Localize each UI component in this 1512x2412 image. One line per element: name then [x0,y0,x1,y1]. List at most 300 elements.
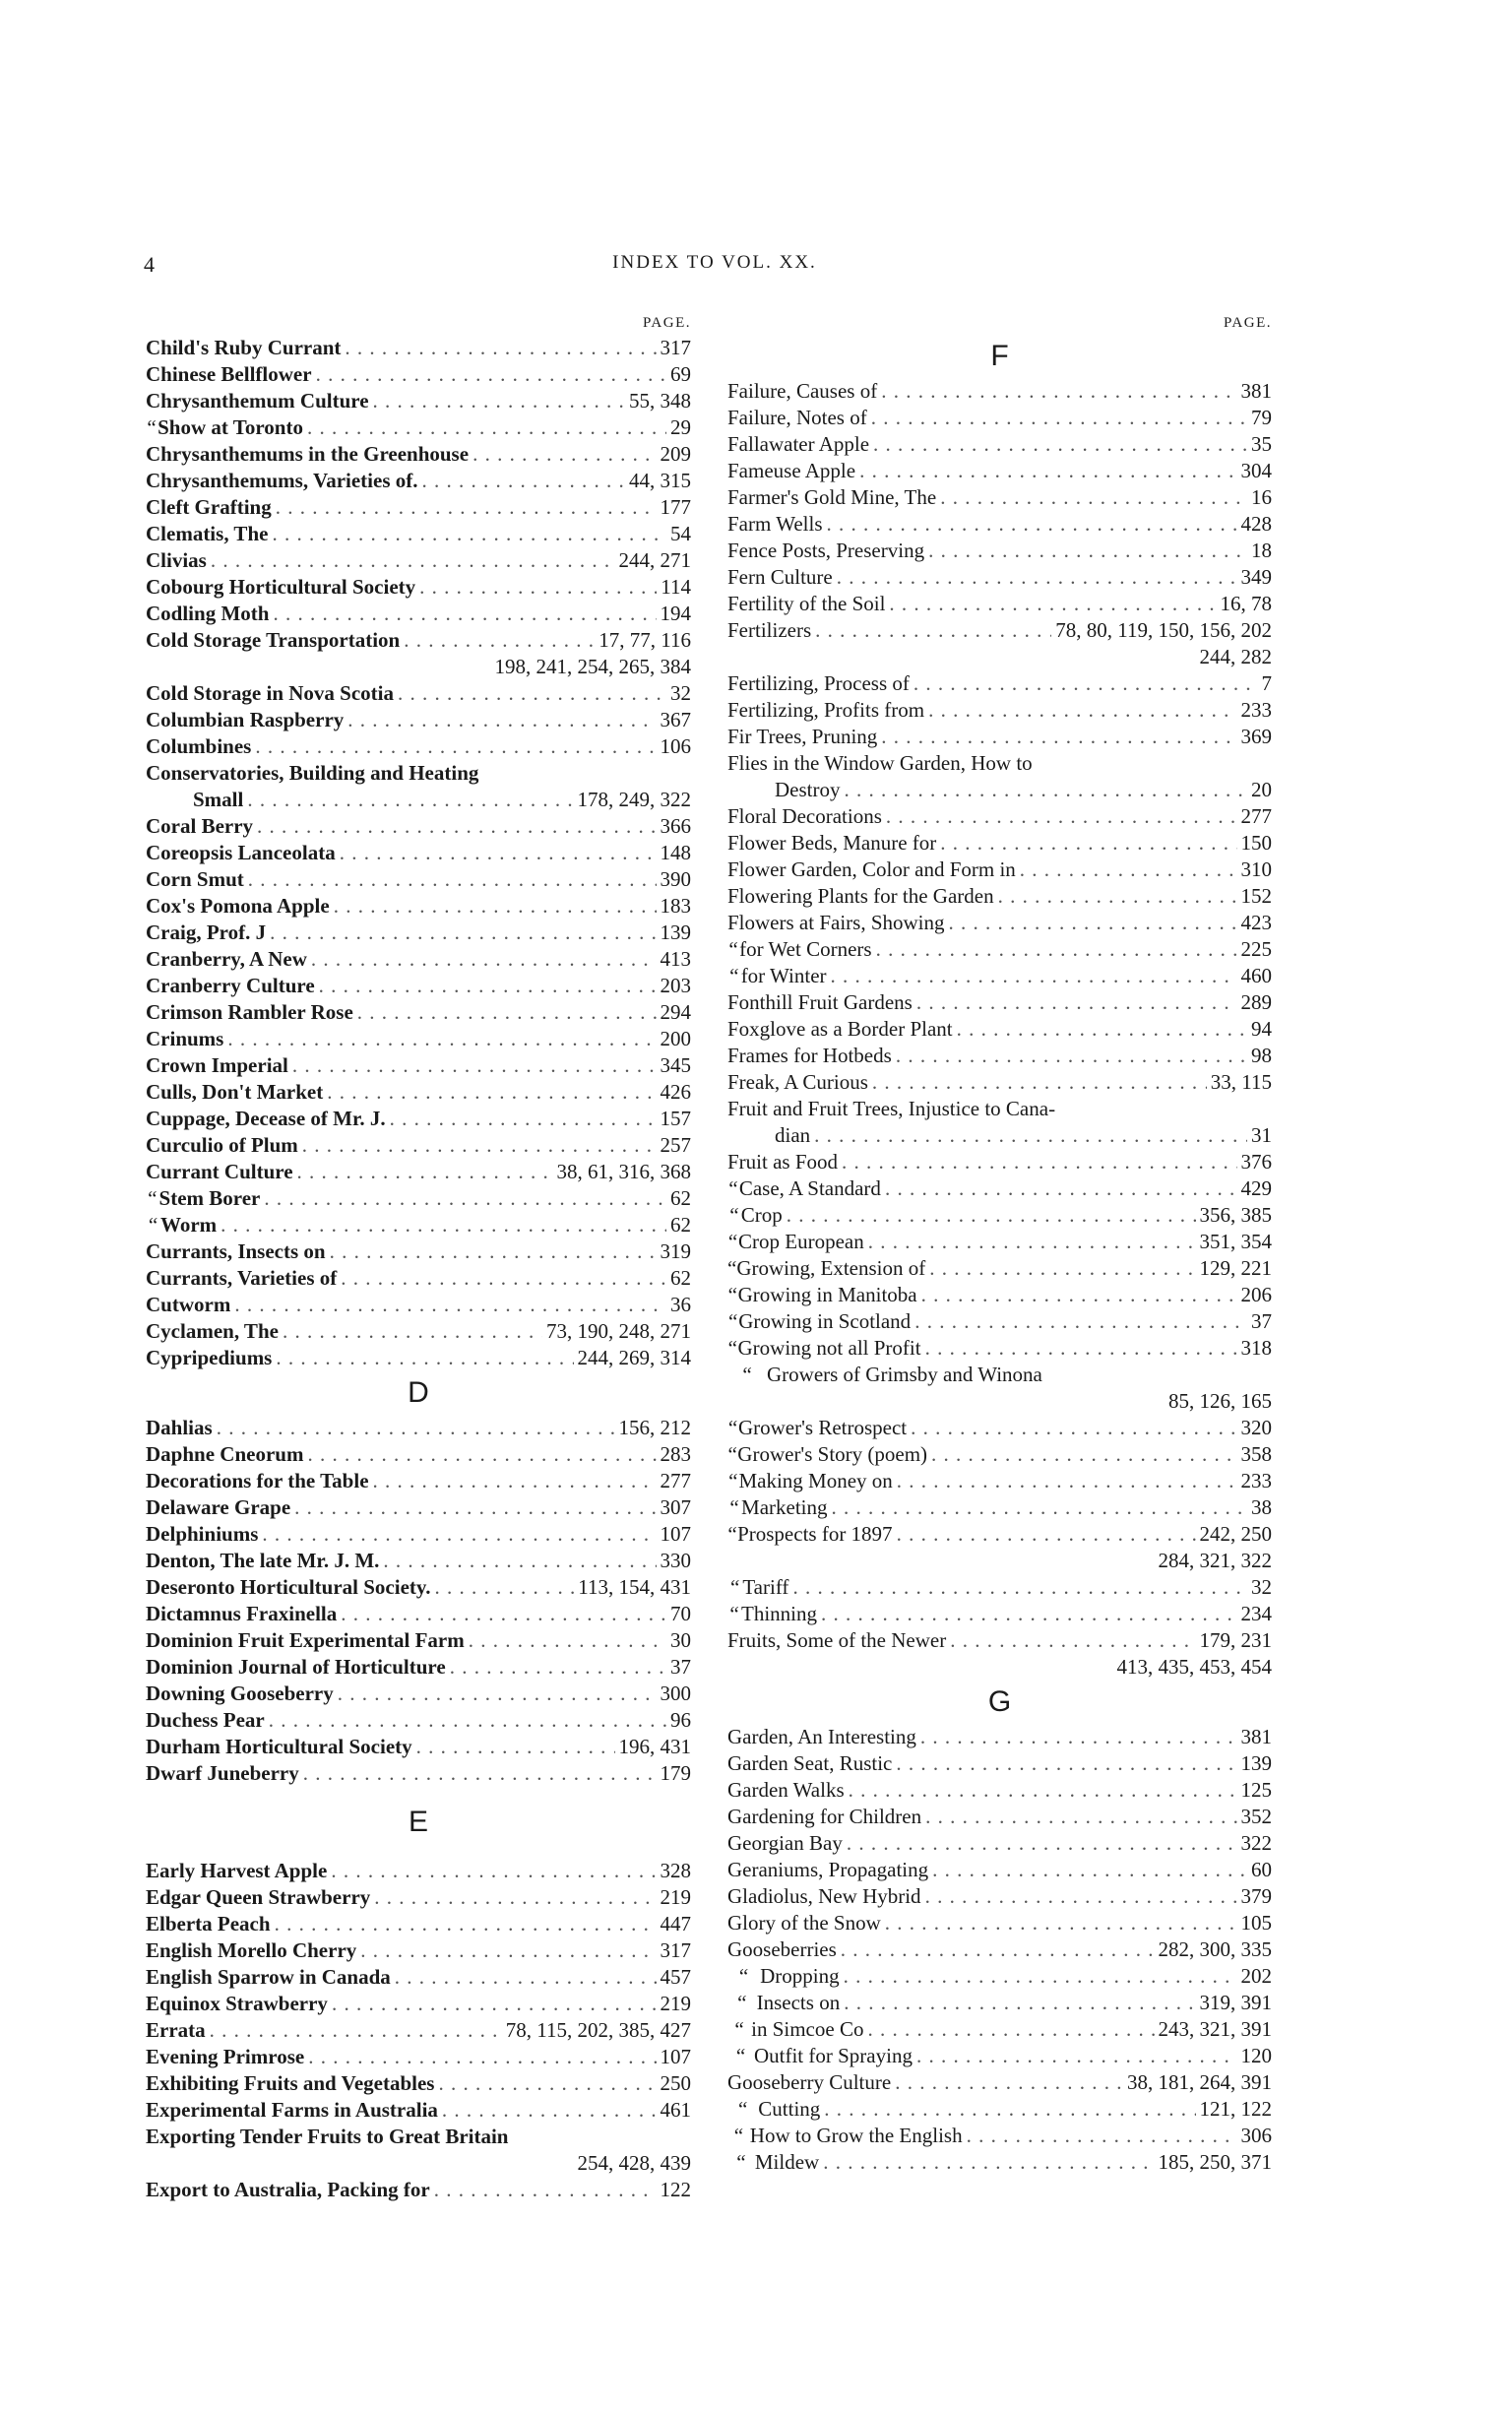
index-entry [727,2149,1272,2176]
entry-pages: 35 [1251,432,1272,456]
leader-dots [327,1079,656,1106]
index-entry [727,538,1272,564]
entry-pages: 183 [660,894,691,918]
entry-pages: 37 [670,1655,691,1679]
entry-title: Delphiniums [146,1522,259,1546]
entry-title: Making Money on [738,1469,893,1492]
leader-dots [472,441,656,468]
index-entry [146,388,691,414]
leader-dots [842,1149,1236,1175]
entry-pages: 179, 231 [1199,1628,1272,1652]
entry-title: Chrysanthemums, Varieties of. [146,469,418,492]
index-entry [146,787,691,813]
index-entry [146,1106,691,1132]
entry-title: Insects on [756,1991,841,2014]
page-column-label: PAGE. [1223,315,1272,331]
entry-title: Growing, Extension of [736,1256,926,1280]
entry-title: Duchess Pear [146,1708,265,1732]
index-entry [146,999,691,1026]
page-header [144,252,1286,282]
entry-title: Crinums [146,1027,224,1050]
entry-pages: 203 [660,974,691,997]
entry-title: Currants, Varieties of [146,1266,338,1290]
entry-title: Durham Horticultural Society [146,1735,412,1758]
section-letter-g: G [987,1685,1012,1718]
leader-dots [881,378,1236,405]
leader-dots [844,1990,1195,2016]
entry-pages: 79 [1251,406,1272,429]
leader-dots [374,1884,656,1911]
index-entry [727,617,1272,644]
leader-dots [837,564,1237,591]
index-entry [146,1681,691,1707]
entry-title: Fertilizers [727,618,812,642]
ditto-mark: “ [727,1309,738,1333]
entry-pages: 322 [1240,1831,1272,1855]
entry-pages: 125 [1240,1778,1272,1802]
entry-title: Errata [146,2018,206,2042]
entry-pages: 96 [670,1708,691,1732]
leader-dots [914,670,1258,697]
entry-pages: 209 [660,442,691,466]
entry-pages: 244, 271 [618,548,691,572]
entry-title: Cuppage, Decease of Mr. J. [146,1107,386,1130]
entry-title: Coreopsis Lanceolata [146,841,336,864]
index-entry [727,1804,1272,1830]
leader-dots [950,1627,1195,1654]
ditto-mark: “ [729,1575,740,1599]
entry-title: Dwarf Juneberry [146,1761,299,1785]
entry-title: Tariff [742,1575,789,1599]
entry-pages: 244, 269, 314 [577,1346,691,1369]
entry-title: Child's Ruby Currant [146,336,342,359]
entry-title: Stem Borer [158,1186,261,1210]
entry-title: Gooseberry Culture [727,2070,892,2094]
entry-pages: 7 [1261,671,1272,695]
leader-dots [247,787,573,813]
index-entry [146,1415,691,1441]
entry-title: Cyclamen, The [146,1319,279,1343]
section-c-list [146,335,691,1371]
leader-dots [998,883,1237,910]
leader-dots [916,2043,1237,2069]
leader-dots [821,1601,1236,1627]
entry-title: Evening Primrose [146,2045,305,2068]
index-entry [727,910,1272,936]
section-g-list [727,1724,1272,2176]
leader-dots [302,1132,657,1159]
index-entry [146,1601,691,1627]
entry-pages: 31 [1251,1123,1272,1147]
entry-title: Destroy [775,778,841,801]
index-entry [727,724,1272,750]
index-entry [727,1069,1272,1096]
ditto-mark: “ [729,1495,739,1519]
leader-dots [787,1202,1196,1229]
leader-dots [814,1122,1247,1149]
leader-dots [928,538,1247,564]
index-entry [146,601,691,627]
index-entry [727,405,1272,431]
entry-pages: 113, 154, 431 [578,1575,691,1599]
ditto-mark: “ [147,415,157,439]
index-entry [727,564,1272,591]
leader-dots [273,601,656,627]
entry-pages: 219 [660,1885,691,1909]
leader-dots [383,1548,656,1574]
index-entry [146,1494,691,1521]
entry-title: Columbian Raspberry [146,708,345,731]
entry-title: Culls, Don't Market [146,1080,324,1104]
leader-dots [331,1858,656,1884]
index-entry [727,1362,1272,1388]
entry-pages: 461 [660,2098,691,2122]
entry-pages: 457 [660,1965,691,1989]
entry-title: Deseronto Horticultural Society. [146,1575,431,1599]
entry-pages: 282, 300, 335 [1158,1937,1272,1961]
index-entry [727,697,1272,724]
entry-pages: 330 [660,1549,691,1572]
entry-pages: 233 [1240,1469,1272,1492]
entry-title: Fence Posts, Preserving [727,539,925,562]
leader-dots [895,2069,1123,2096]
section-letter-d: D [408,1376,429,1409]
leader-dots [292,1052,657,1079]
index-entry [727,1601,1272,1627]
entry-title: Thinning [741,1602,818,1625]
ditto-mark: “ [729,1602,739,1625]
entry-pages: 38 [1251,1495,1272,1519]
entry-pages: 460 [1240,964,1272,987]
index-entry [146,760,691,787]
leader-dots [868,1229,1196,1255]
leader-dots [792,1574,1247,1601]
entry-pages: 36 [670,1293,691,1316]
leader-dots [450,1654,666,1681]
index-entry [727,1990,1272,2016]
leader-dots [255,733,656,760]
entry-title: Dahlias [146,1416,213,1439]
leader-dots [885,1175,1237,1202]
index-entry [146,1858,691,1884]
entry-title: Cox's Pomona Apple [146,894,330,918]
entry-pages: 317 [660,336,691,359]
entry-title: Denton, The late Mr. J. M. [146,1549,380,1572]
leader-dots [404,627,595,654]
entry-title: Show at Toronto [158,415,303,439]
leader-dots [897,1521,1196,1548]
entry-pages: 32 [1251,1575,1272,1599]
entry-pages: 62 [670,1213,691,1237]
entry-pages: 328 [660,1859,691,1882]
entry-pages: 306 [1240,2124,1272,2147]
entry-pages: 122 [660,2178,691,2201]
index-entry [727,2069,1272,2096]
entry-pages: 114 [661,575,691,599]
leader-dots [849,1777,1237,1804]
entry-pages: 152 [1240,884,1272,908]
leader-dots [873,431,1247,458]
entry-title: for Wet Corners [739,937,872,961]
index-entry [146,1468,691,1494]
left-column [146,311,691,2203]
index-entry [727,830,1272,857]
entry-pages: 423 [1240,911,1272,934]
leader-dots [889,591,1216,617]
entry-title: Farmer's Gold Mine, The [727,485,937,509]
leader-dots [871,405,1247,431]
index-entry [146,1212,691,1238]
entry-pages: 38, 181, 264, 391 [1127,2070,1272,2094]
index-entry [727,1627,1272,1654]
leader-dots [897,1468,1237,1494]
entry-title: English Sparrow in Canada [146,1965,391,1989]
entry-pages: 30 [670,1628,691,1652]
ditto-mark: “ [728,1176,738,1200]
entry-pages: 366 [660,814,691,838]
leader-dots [316,361,666,388]
entry-title: Clematis, The [146,522,269,545]
leader-dots [916,989,1237,1016]
leader-dots [416,1734,615,1760]
leader-dots [340,840,657,866]
entry-pages: 148 [660,841,691,864]
leader-dots [929,1255,1195,1282]
leader-dots [831,963,1237,989]
index-entry [727,1043,1272,1069]
leader-dots [276,1345,573,1371]
leader-dots [931,1441,1236,1468]
entry-pages: 352 [1240,1805,1272,1828]
index-entry [146,1627,691,1654]
index-entry [727,1936,1272,1963]
entry-title: Gardening for Children [727,1805,922,1828]
leader-dots [390,1106,657,1132]
leader-dots [330,1238,657,1265]
entry-title: Crimson Rambler Rose [146,1000,353,1024]
leader-dots [845,777,1248,803]
entry-pages: 94 [1251,1017,1272,1041]
ditto-mark: “ [737,2097,748,2121]
entry-pages: 32 [670,681,691,705]
index-entry [727,1282,1272,1308]
index-entry [146,1318,691,1345]
index-entry [727,1548,1272,1574]
entry-pages: 376 [1240,1150,1272,1174]
section-letter-f: F [990,340,1009,372]
ditto-mark: “ [728,1469,738,1492]
entry-title: Equinox Strawberry [146,1992,328,2015]
leader-dots [211,547,615,574]
entry-pages: 121, 122 [1199,2097,1272,2121]
entry-pages: 307 [660,1495,691,1519]
index-entry [146,1345,691,1371]
leader-dots [876,936,1237,963]
entry-pages: 38, 61, 316, 368 [556,1160,691,1183]
ditto-mark: “ [733,2124,744,2147]
entry-title: How to Grow the English [749,2124,963,2147]
entry-title: Failure, Notes of [727,406,867,429]
leader-dots [896,1750,1236,1777]
entry-title: Chrysanthemum Culture [146,389,369,413]
index-entry [727,1149,1272,1175]
entry-title: Delaware Grape [146,1495,291,1519]
entry-pages: 254, 428, 439 [577,2151,691,2175]
leader-dots [338,1681,657,1707]
entry-pages: 70 [670,1602,691,1625]
entry-pages: 244, 282 [1199,645,1272,668]
entry-title: Experimental Farms in Australia [146,2098,438,2122]
entry-title: Growing not all Profit [737,1336,921,1360]
entry-title: Fameuse Apple [727,459,856,482]
leader-dots [262,1521,656,1548]
entry-title: Fruit and Fruit Trees, Injustice to Cana- [727,1097,1056,1120]
index-entry [146,468,691,494]
index-entry [727,963,1272,989]
entry-title: Elberta Peach [146,1912,271,1936]
index-entry [146,1734,691,1760]
entry-pages: 73, 190, 248, 271 [546,1319,691,1343]
index-entry [146,680,691,707]
entry-title: Decorations for the Table [146,1469,369,1492]
entry-title: Failure, Causes of [727,379,878,403]
index-entry [146,2097,691,2124]
entry-title: Fallawater Apple [727,432,870,456]
entry-pages: 150 [1240,831,1272,855]
entry-pages: 428 [1240,512,1272,536]
entry-pages: 225 [1240,937,1272,961]
index-entry [146,840,691,866]
leader-dots [319,973,657,999]
leader-dots [911,1415,1236,1441]
entry-pages: 179 [660,1761,691,1785]
leader-dots [921,1282,1237,1308]
entry-title: Corn Smut [146,867,244,891]
entry-pages: 277 [1240,804,1272,828]
entry-title: Frames for Hotbeds [727,1044,892,1067]
entry-title: Mildew [754,2150,820,2174]
leader-dots [294,1494,656,1521]
leader-dots [885,1910,1237,1936]
index-entry [727,857,1272,883]
index-entry [146,1079,691,1106]
entry-pages: 300 [660,1682,691,1705]
entry-pages: 283 [660,1442,691,1466]
entry-pages: 55, 348 [629,389,691,413]
index-entry [146,866,691,893]
section-e-list [146,1858,691,2203]
entry-pages: 206 [1240,1283,1272,1306]
entry-pages: 317 [660,1938,691,1962]
leader-dots [824,2096,1195,2123]
index-entry [146,1937,691,1964]
ditto-mark: “ [727,1336,737,1360]
index-entry [727,1521,1272,1548]
ditto-mark: “ [148,1186,158,1210]
right-column [727,311,1272,2176]
index-entry [146,893,691,920]
entry-pages: 78, 115, 202, 385, 427 [505,2018,691,2042]
index-entry [727,1963,1272,1990]
entry-title: Currants, Insects on [146,1239,326,1263]
entry-title: Glory of the Snow [727,1911,881,1935]
entry-pages: 426 [660,1080,691,1104]
index-entry [727,1574,1272,1601]
index-entry [727,1468,1272,1494]
index-entry [146,494,691,521]
index-entry [146,2017,691,2044]
leader-dots [823,2149,1154,2176]
index-entry [727,1441,1272,1468]
leader-dots [257,813,656,840]
entry-pages: 62 [670,1266,691,1290]
entry-title: Worm [160,1213,218,1237]
entry-title: Cypripediums [146,1346,273,1369]
index-entry [146,335,691,361]
leader-dots [434,1574,574,1601]
entry-pages: 390 [660,867,691,891]
index-entry [727,1202,1272,1229]
index-entry [146,414,691,441]
entry-title: Grower's Story (poem) [737,1442,928,1466]
leader-dots [272,521,666,547]
entry-title: for Winter [740,964,827,987]
ditto-mark: “ [736,2150,746,2174]
entry-pages: 429 [1240,1176,1272,1200]
index-entry [727,1255,1272,1282]
index-entry [727,644,1272,670]
entry-title: Early Harvest Apple [146,1859,328,1882]
entry-pages: 107 [660,2045,691,2068]
leader-dots [308,2044,656,2070]
entry-title: Fertilizing, Profits from [727,698,925,722]
index-entry [146,1964,691,1991]
entry-pages: 98 [1251,1044,1272,1067]
leader-dots [844,1963,1237,1990]
entry-title: Crown Imperial [146,1053,288,1077]
entry-title: Garden, An Interesting [727,1725,916,1748]
leader-dots [398,680,666,707]
entry-title: Currant Culture [146,1160,293,1183]
index-entry [727,1910,1272,1936]
index-entry [727,591,1272,617]
entry-pages: 277 [660,1469,691,1492]
index-entry [146,1132,691,1159]
index-entry [727,431,1272,458]
ditto-mark: “ [737,1991,747,2014]
leader-dots [815,617,1051,644]
entry-pages: 200 [660,1027,691,1050]
ditto-mark: “ [727,1416,738,1439]
entry-title: Codling Moth [146,602,270,625]
ditto-mark: “ [727,1283,737,1306]
entry-title: Fonthill Fruit Gardens [727,990,913,1014]
leader-dots [311,946,657,973]
entry-pages: 156, 212 [618,1416,691,1439]
index-entry [146,1760,691,1787]
index-entry [727,458,1272,484]
leader-dots [297,1159,553,1185]
entry-pages: 107 [660,1522,691,1546]
index-entry [146,1265,691,1292]
leader-dots [234,1292,666,1318]
entry-title: Floral Decorations [727,804,882,828]
index-entry [146,2044,691,2070]
index-entry [146,733,691,760]
index-entry [727,1175,1272,1202]
entry-title: Prospects for 1897 [737,1522,893,1546]
index-entry [727,1388,1272,1415]
